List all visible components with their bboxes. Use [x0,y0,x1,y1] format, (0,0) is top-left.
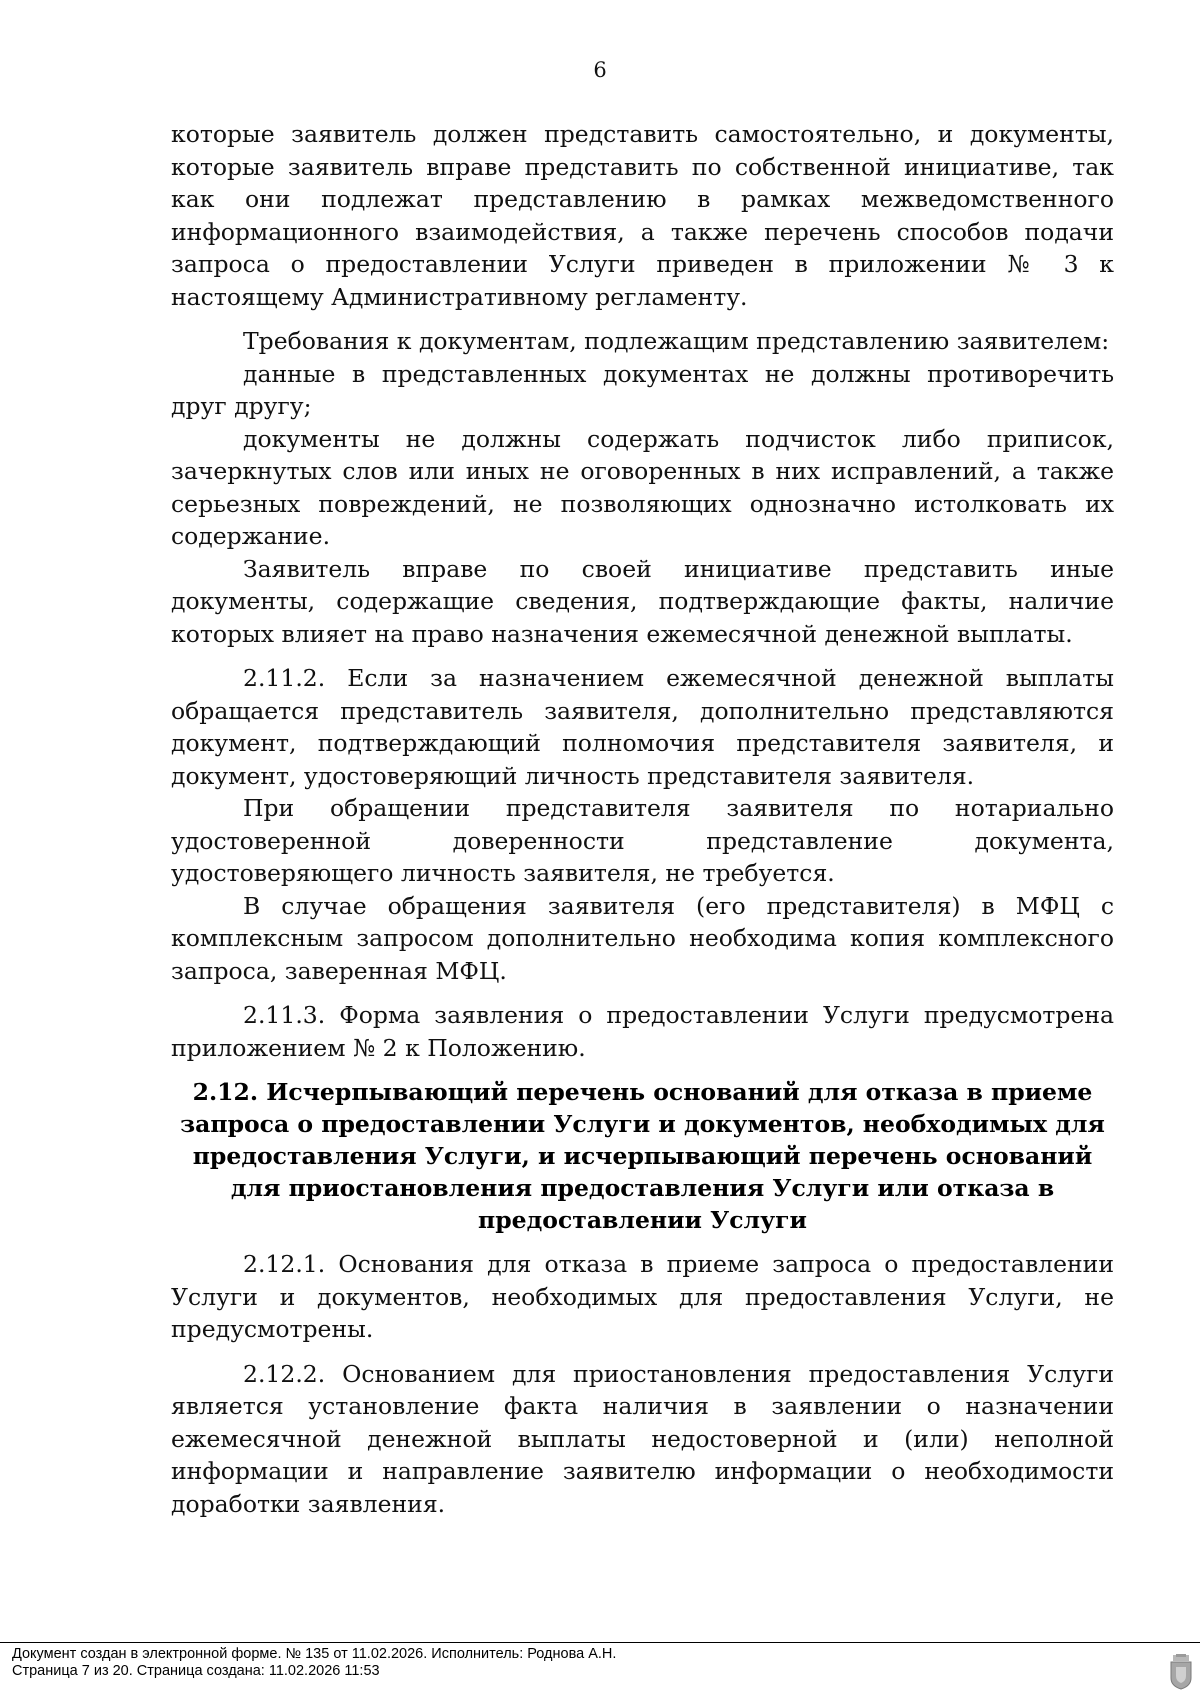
document-body [171,118,1114,1520]
paragraph: При обращении представителя заявителя по нотариально удостоверенной доверенности представление документа, удостоверяющего личность заявителя, не требуется. [171,794,1114,887]
document-footer [12,1646,616,1680]
section-heading: 2.12. Исчерпывающий перечень оснований для отказа в приеме запроса о предоставлении Услуги и документов, необходимых для предоставления Услуги, и исчерпывающий перечень оснований для приостановления предоставления Услуги или отказа в предоставлении Услуги [180,1078,1105,1234]
coat-of-arms-icon [1168,1654,1194,1690]
paragraph: данные в представленных документах не должны противоречить друг другу; [171,359,1114,420]
footer-line-1: Документ создан в электронной форме. № 135 от 11.02.2026. Исполнитель: Роднова А.Н. [12,1646,617,1662]
footer-divider [0,1642,1200,1643]
page-number: 6 [593,58,607,82]
paragraph: Требования к документам, подлежащим представлению заявителем: [243,327,1110,355]
paragraph: В случае обращения заявителя (его представителя) в МФЦ с комплексным запросом дополнительно необходима копия комплексного запроса, заверенная МФЦ. [171,891,1114,985]
paragraph: 2.12.1. Основания для отказа в приеме запроса о предоставлении Услуги и документов, необходимых для предоставления Услуги, не предусмотрены. [171,1250,1114,1343]
paragraph: 2.12.2. Основанием для приостановления предоставления Услуги является установление факта наличия в заявлении о назначении ежемесячной денежной выплаты недостоверной и (или) неполной информации и направление заявителю информации о необходимости доработки заявления. [171,1359,1114,1518]
paragraph: которые заявитель должен представить самостоятельно, и документы, которые заявитель вправе представить по собственной инициативе, так как они подлежат представлению в рамках межведомственного информационного взаимодействия, а также перечень способов подачи запроса о предоставлении Услуги приведен в приложении № 3 к настоящему Административному регламенту. [171,120,1114,311]
paragraph: 2.11.2. Если за назначением ежемесячной денежной выплаты обращается представитель заявителя, дополнительно представляются документ, подтверждающий полномочия представителя заявителя, и документ, удостоверяющий личность представителя заявителя. [171,664,1114,790]
paragraph: документы не должны содержать подчисток либо приписок, зачеркнутых слов или иных не оговоренных в них исправлений, а также серьезных повреждений, не позволяющих однозначно истолковать их содержание. [171,424,1114,550]
footer-line-2: Страница 7 из 20. Страница создана: 11.02.2026 11:53 [12,1663,380,1679]
paragraph: Заявитель вправе по своей инициативе представить иные документы, содержащие сведения, подтверждающие факты, наличие которых влияет на право назначения ежемесячной денежной выплаты. [171,554,1114,648]
paragraph: 2.11.3. Форма заявления о предоставлении Услуги предусмотрена приложением № 2 к Положению. [171,1001,1114,1062]
